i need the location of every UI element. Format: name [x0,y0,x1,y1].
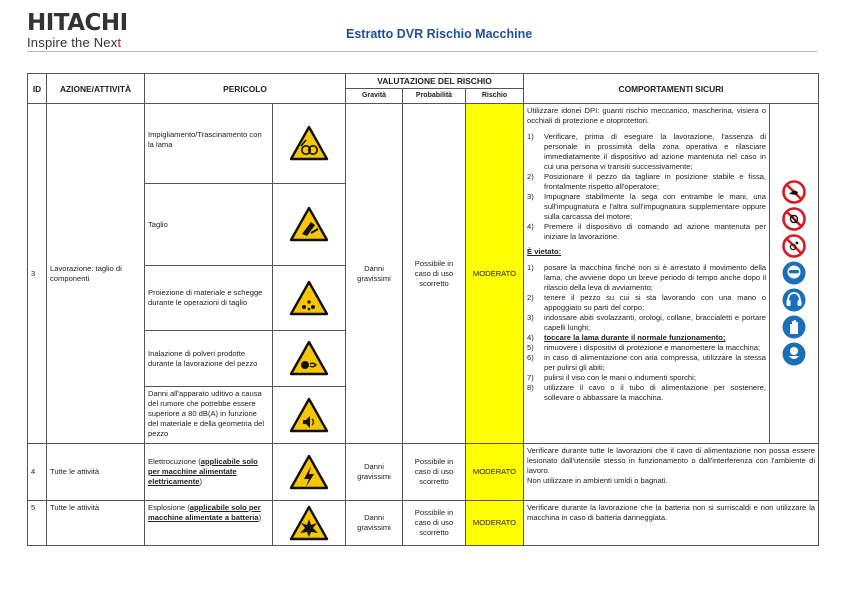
ear-protection-icon [782,288,806,312]
list-item: 2) tenere il pezzo su cui si sta lavorando con una mano o appoggiato su parti del corpo; [527,293,767,312]
list-item: 1) Verificare, prima di eseguire la lavorazione, l'assenza di personale in prossimità della zona operativa e rilasciare immediatamente il dispositivo ad azione mantenuta nel caso in cui una persona vi transiti successivamente; [527,132,767,171]
table-row [28,501,819,546]
row4-comportamenti: Verificare durante tutte le lavorazioni che il cavo di alimentazione non possa essere lesionato dall'utensile stesso in funzionamento o dall'interferenza con l'ambiente di lavoro. Non utilizzare in ambienti umidi o bagnati. [524,444,819,501]
header-comportamenti: COMPORTAMENTI SICURI [524,74,819,104]
row4-hazard-sign [273,444,346,501]
entanglement-warning-icon [289,125,329,162]
row3-hazard-2-sign [273,184,346,266]
row5-rischio-badge: MODERATO [466,501,524,546]
list-item: 7) pulirsi il viso con le mani o indumenti sporchi; [527,373,696,382]
table-row [28,104,819,184]
noise-warning-icon [289,397,329,434]
risk-table [27,73,819,546]
row3-hazard-5-sign [273,387,346,444]
list-item: 2) Posizionare il pezzo da tagliare in posizione stabile e fissa, frontalmente rispetto all'operatore; [527,172,767,191]
row3-rischio-badge: MODERATO [466,104,524,444]
row3-azione: Lavorazione: taglio di componenti [47,104,145,444]
row5-gravita: Danni gravissimi [346,501,403,546]
list-item: 4) toccare la lama durante il normale funzionamento; [527,333,726,342]
safe-steps-list [527,132,766,242]
row3-hazard-1-sign [273,104,346,184]
row3-hazard-4: Inalazione di polveri prodotte durante la lavorazione del pezzo [145,331,273,387]
logo-wordmark: HITACHI [27,10,128,36]
list-item: 5) rimuovere i dispositivi di protezione e manomettere la macchina; [527,343,761,352]
no-loose-clothing-icon [782,207,806,231]
header-gravita: Gravità [346,89,403,104]
row3-hazard-3: Proiezione di materiale e schegge durante le operazioni di taglio [145,266,273,331]
cut-hazard-warning-icon [289,206,329,243]
header-valutazione: VALUTAZIONE DEL RISCHIO [346,74,524,89]
row5-azione: Tutte le attività [47,501,145,546]
header-rischio: Rischio [466,89,524,104]
flying-debris-warning-icon [289,280,329,317]
row3-probabilita: Possibile in caso di uso scorretto [403,104,466,444]
row5-id: 5 [28,501,47,546]
row5-hazard: Esplosione (applicabile solo per macchine alimentate a batteria) [145,501,273,546]
row4-probabilita: Possibile in caso di uso scorretto [403,444,466,501]
header-pericolo: PERICOLO [145,74,346,104]
row3-safety-signs [770,104,819,444]
row3-hazard-4-sign [273,331,346,387]
dust-mask-icon [782,342,806,366]
row5-probabilita: Possibile in caso di uso scorretto [403,501,466,546]
row3-hazard-1: Impigliamento/Trascinamento con la lama [145,104,273,184]
header-probabilita: Probabilità [403,89,466,104]
list-item: 1) posare la macchina finché non si è arrestato il movimento della lama, che avviene dopo un breve periodo di tempo anche dopo il rilascio della leva di avviamento; [527,263,767,292]
logo-tagline: Inspire the Next [27,35,122,50]
row3-comportamenti: Utilizzare idonei DPI: guanti rischio meccanico, mascherina, visiera o occhiali di protezione e otoprotettori. 1) Verificare, prima di eseguire la lavorazione, l'assenza di personale in prossimità della zona operativa e rilasciare immediatamente il dispositivo ad azione mantenuta nel caso in cui una persona vi transiti successivamente; 2) Posizionare il pezzo da tagliare in posizione stabile e fissa, frontalmente rispetto all'operatore; 3) Impugnare stabilmente la sega con entrambe le mani, una sull'impugnatura e l'altra sull'impugnatura supplementare oppure sulla carcassa del motore; 4) Premere il dispositivo di comando ad azione mantenuta per iniziare la lavorazione. È vietato: 1) posare la macchina finché non si è arrestato il movimento della lama, che avviene dopo un breve periodo di tempo anche dopo il rilascio della leva di avviamento; 2) tenere il pezzo su cui si sta lavorando con una mano o appoggiato su parti del corpo; 3) indossare abiti svolazzanti, orologi, collane, braccialetti e portare capelli lunghi; 4) toccare la lama durante il normale funzionamento; 5) rimuovere i dispositivi di protezione e manomettere la macchina; 6) in caso di alimentazione con aria compressa, utilizzare la stessa per pulirsi gli abiti; 7) pulirsi il viso con le mani o indumenti sporchi; 8) utilizzare il cavo o il tubo di alimentazione per sostenere, sollevare o abbassare la macchina. [524,104,770,444]
list-item: 4) Premere il dispositivo di comando ad azione mantenuta per iniziare la lavorazione. [527,222,767,241]
row3-id: 3 [28,104,47,444]
row3-hazard-3-sign [273,266,346,331]
header-azione: AZIONE/ATTIVITÀ [47,74,145,104]
list-item: 6) in caso di alimentazione con aria compressa, utilizzare la stessa per pulirsi gli abiti; [527,353,767,372]
row4-gravita: Danni gravissimi [346,444,403,501]
row4-id: 4 [28,444,47,501]
list-item: 3) Impugnare stabilmente la sega con entrambe le mani, una sull'impugnatura e l'altra sull'impugnatura supplementare oppure sulla carcassa del motore; [527,192,767,221]
forbidden-list [527,263,766,403]
dust-inhalation-warning-icon [289,340,329,377]
electric-shock-warning-icon [289,454,329,491]
vietato-label: È vietato: [527,247,562,256]
no-hands-in-machine-icon [782,180,806,204]
row5-comportamenti: Verificare durante la lavorazione che la batteria non si surriscaldi e non utilizzare la macchina in caso di batteria danneggiata. [524,501,819,546]
page-title: Estratto DVR Rischio Macchine [346,27,533,41]
explosion-warning-icon [289,505,329,542]
list-item: 3) indossare abiti svolazzanti, orologi, collane, braccialetti e portare capelli lunghi; [527,313,767,332]
table-row [28,444,819,501]
row3-hazard-5: Danni all'apparato uditivo a causa del rumore che potrebbe essere superiore a 80 dB(A) in funzione del materiale e della geometria del pezzo [145,387,273,444]
gloves-required-icon [782,315,806,339]
no-jewelry-icon [782,234,806,258]
row5-hazard-sign [273,501,346,546]
eye-protection-icon [782,261,806,285]
header-id: ID [28,74,47,104]
row4-azione: Tutte le attività [47,444,145,501]
row4-rischio-badge: MODERATO [466,444,524,501]
header-divider [27,51,817,52]
row3-hazard-2: Taglio [145,184,273,266]
hitachi-logo [27,12,147,50]
row4-hazard: Elettrocuzione (applicabile solo per macchine alimentate elettricamente) [145,444,273,501]
list-item: 8) utilizzare il cavo o il tubo di alimentazione per sostenere, sollevare o abbassare la macchina. [527,383,767,402]
row3-gravita: Danni gravissimi [346,104,403,444]
